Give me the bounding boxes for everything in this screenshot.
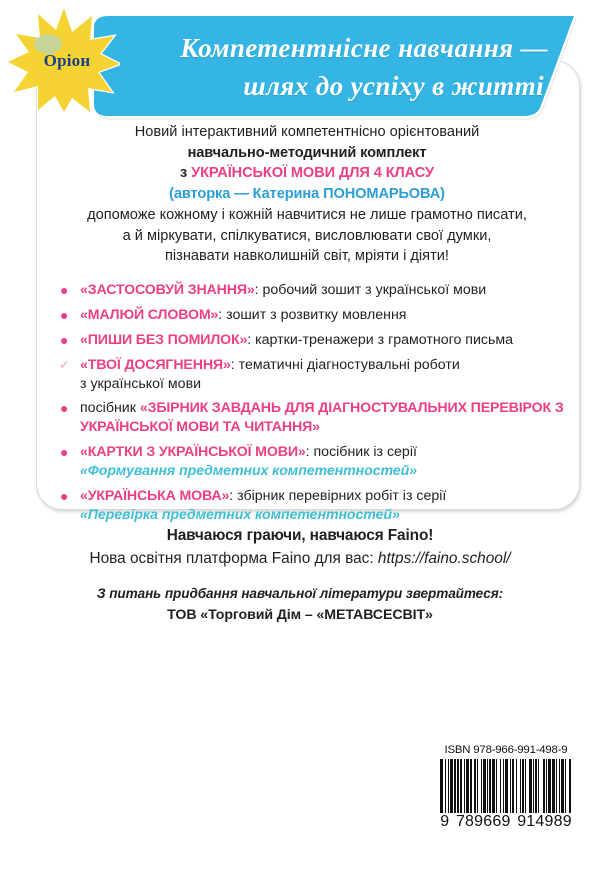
list-item-title: «УКРАЇНСЬКА МОВА» [80, 487, 230, 504]
intro-line-5: допоможе кожному і кожній навчитися не лише грамотно писати, [87, 206, 527, 223]
list-item-title: «ЗАСТОСОВУЙ ЗНАННЯ» [80, 282, 255, 299]
list-item-description: : збірник перевірних робіт із серії [229, 487, 447, 504]
faino-subline [0, 547, 600, 570]
banner-shape [78, 12, 580, 120]
barcode-digit-group-1: 789669 [455, 813, 511, 830]
faino-sub-prefix: Нова освітня платформа Faino для вас: [89, 550, 378, 568]
list-item [50, 487, 564, 525]
logo-label: Оріон [43, 51, 91, 70]
subject-prefix: з [180, 165, 192, 182]
list-item-lead: посібник [80, 400, 140, 417]
barcode-digit-left: 9 [440, 813, 450, 830]
list-item [50, 356, 564, 394]
intro-line-2: навчально-методичний комплект [187, 144, 427, 161]
list-item-description: : тематичні діагностувальні роботи [230, 356, 460, 373]
bullet-dot-icon: ● [60, 444, 69, 461]
list-item-title: «КАРТКИ З УКРАЇНСЬКОЇ МОВИ» [80, 444, 306, 461]
list-item-title: «ЗБІРНИК ЗАВДАНЬ ДЛЯ ДІАГНОСТУВАЛЬНИХ ПЕРЕВІРОК З УКРАЇНСЬКОЇ МОВИ ТА ЧИТАННЯ» [80, 400, 564, 436]
bullet-dot-icon: ● [60, 487, 69, 504]
bullet-dot-icon: ● [60, 282, 69, 299]
list-item-title: «МАЛЮЙ СЛОВОМ» [80, 306, 219, 323]
starburst-icon [8, 6, 120, 114]
list-item [50, 331, 564, 350]
faino-url[interactable]: https://faino.school/ [377, 550, 511, 568]
publisher-logo [8, 6, 120, 114]
barcode-block [430, 744, 582, 831]
list-item-description: : робочий зошит з української мови [254, 282, 487, 299]
bullet-dot-icon: ● [60, 331, 69, 348]
contact-headline: З питань придбання навчальної літератури звертайтеся: [96, 586, 504, 602]
intro-line-6: а й міркувати, спілкуватися, висловлювати свої думки, [122, 227, 492, 244]
list-item-series: «Формування предметних компетентностей» [80, 463, 417, 480]
isbn-text: ISBN 978-966-991-498-9 [444, 744, 568, 756]
list-item-series: «Перевірка предметних компетентностей» [80, 506, 400, 523]
contact-company: ТОВ «Торговий Дім – «МЕТАВСЕСВІТ» [167, 606, 433, 623]
barcode-digit-group-2: 914989 [517, 813, 572, 830]
list-item [50, 443, 564, 481]
intro-line-subject [50, 163, 564, 184]
list-item-description: : картки-тренажери з грамотного письма [247, 331, 514, 348]
list-item [50, 399, 564, 437]
card-body [36, 122, 578, 531]
list-item [50, 281, 564, 300]
barcode-digits [430, 813, 582, 831]
bullet-dot-icon: ● [60, 400, 69, 417]
list-item [50, 306, 564, 325]
list-item-title: «ПИШИ БЕЗ ПОМИЛОК» [80, 331, 248, 348]
faino-headline: Навчаюся граючи, навчаюся Faino! [166, 527, 434, 544]
list-item-title: «ТВОЇ ДОСЯГНЕННЯ» [80, 356, 231, 373]
intro-paragraph [50, 122, 564, 267]
bottom-info [0, 524, 600, 625]
intro-line-1: Новий інтерактивний компетентнісно орієнтований [134, 124, 480, 140]
list-item-description: : зошит з розвитку мовлення [218, 306, 407, 323]
banner-line-2: шлях до успіху в житті [243, 71, 544, 101]
list-item-description: : посібник із серії [305, 444, 417, 461]
intro-line-author: (авторка — Катерина ПОНОМАРЬОВА) [169, 186, 445, 203]
checkmark-icon: ✓ [59, 356, 70, 372]
list-item-continuation: з української мови [80, 375, 202, 392]
subject-name: УКРАЇНСЬКОЇ МОВИ ДЛЯ 4 КЛАСУ [191, 165, 434, 182]
bullet-dot-icon: ● [60, 306, 69, 323]
banner-line-1: Компетентнісне навчання — [180, 32, 548, 63]
intro-line-7: пізнавати навколишній світ, мріяти і діяти! [165, 248, 449, 265]
product-list [50, 281, 564, 525]
